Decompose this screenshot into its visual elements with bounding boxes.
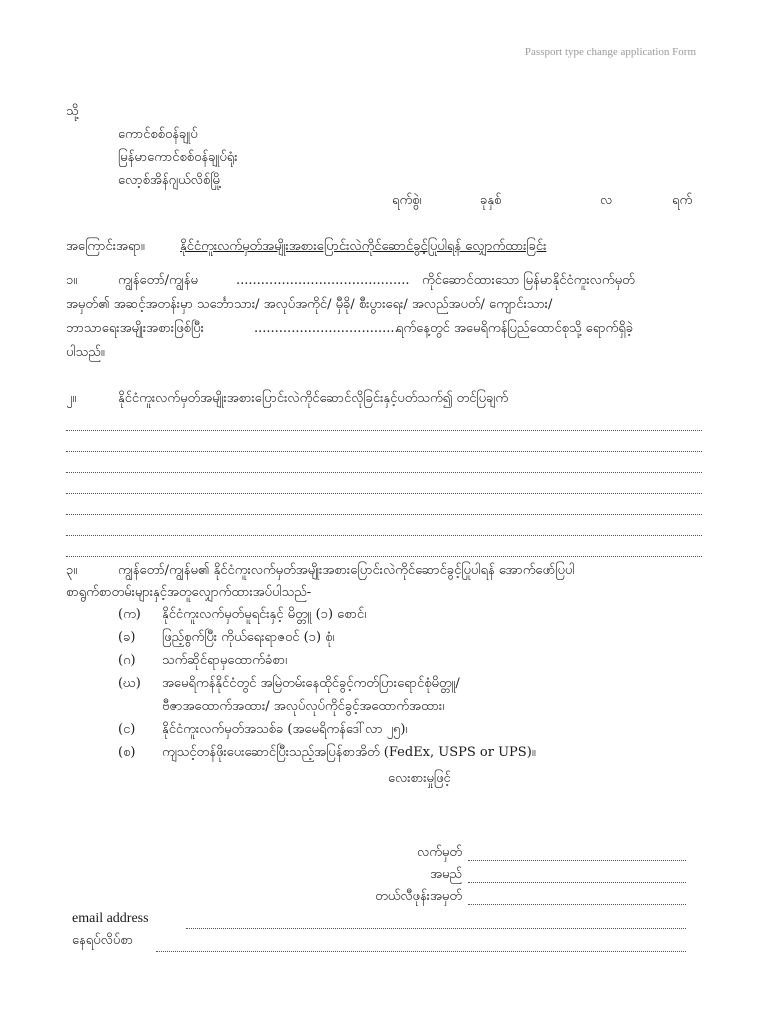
recipient-line-1: ကောင်စစ်ဝန်ချုပ် — [118, 127, 198, 142]
month-label: လ — [600, 193, 613, 208]
para2-text: နိုင်ငံကူးလက်မှတ်အမျိုးအစားပြောင်းလဲကိုင်ဆောင်လိုခြင်းနှင့်ပတ်သက်၍ တင်ပြချက် — [118, 391, 509, 406]
item-number: (ဂ) — [118, 653, 136, 668]
item-text: အမေရိကန်နိုင်ငံတွင် အမြဲတမ်းနေထိုင်ခွင့်ကတ်ပြားရောင်စုံမိတ္တူ/ — [162, 676, 460, 691]
write-line[interactable] — [66, 535, 702, 536]
para1-line3-end: ရက်နေ့တွင် အမေရိကန်ပြည်ထောင်စုသို့ ရောက်ရှိခဲ့ — [396, 321, 634, 336]
write-line[interactable] — [66, 493, 702, 494]
para2-number: ၂။ — [66, 391, 77, 406]
signature-line[interactable] — [468, 860, 686, 861]
item-text: နိုင်ငံကူးလက်မှတ်အသစ်ခ (အမေရိကန်ဒေါ်လာ ၂၅)၊ — [162, 722, 408, 737]
closing-text: လေးစားမှုဖြင့် — [388, 771, 451, 786]
subject-text: နိုင်ငံကူးလက်မှတ်အမျိုးအစားပြောင်းလဲကိုင်ဆောင်ခွင့်ပြုပါရန် လျှောက်ထားခြင်း — [180, 239, 547, 254]
email-label: email address — [72, 911, 149, 926]
item-text: နိုင်ငံကူးလက်မှတ်မူရင်းနှင့် မိတ္တူ (၁) စောင်၊ — [162, 607, 367, 622]
email-line[interactable] — [186, 928, 686, 929]
para1-line2: အမှတ်၏ အဆင့်အတန်းမှာ သင်္ဘောသား/ အလုပ်အကိုင်/ မှီခို/ စီးပွားရေး/ အလည်အပတ်/ ကျောင်းသား/ — [66, 297, 553, 312]
item-text: ဖြည့်စွက်ပြီး ကိုယ်ရေးရာဇဝင် (၁) စုံ၊ — [162, 630, 335, 645]
item-text: သက်ဆိုင်ရာမှထောက်ခံစာ၊ — [162, 653, 288, 668]
date-label: ရက်စွဲ၊ — [392, 193, 422, 208]
para1-number: ၁။ — [66, 273, 78, 288]
write-line[interactable] — [66, 472, 702, 473]
write-line[interactable] — [66, 556, 702, 557]
item-number: (င) — [118, 722, 136, 737]
para1-line1-end: ကိုင်ဆောင်ထားသော မြန်မာနိုင်ငံကူးလက်မှတ် — [422, 273, 635, 288]
item-text: ကျသင့်တန်ဖိုးပေးဆောင်ပြီးသည့်အပြန်စာအိတ် (FedEx, USPS or UPS)။ — [162, 745, 536, 760]
write-line[interactable] — [66, 451, 702, 452]
para3-line2: စာရွက်စာတမ်းများနှင့်အတူလျှောက်ထားအပ်ပါသည်- — [66, 585, 312, 600]
address-label: နေရပ်လိပ်စာ — [72, 933, 133, 948]
recipient-line-2: မြန်မာကောင်စစ်ဝန်ချုပ်ရုံး — [118, 150, 238, 165]
year-label: ခုနှစ် — [480, 193, 502, 208]
para3-number: ၃။ — [66, 563, 78, 578]
para1-date-blank: ................................... — [254, 321, 399, 336]
item-number: (စ) — [118, 745, 136, 760]
name-line[interactable] — [468, 882, 686, 883]
item-number: (ခ) — [118, 630, 136, 645]
para3-line1: ကျွန်တော်/ကျွန်မ၏ နိုင်ငံကူးလက်မှတ်အမျိုးအစားပြောင်းလဲကိုင်ဆောင်ခွင့်ပြုပါရန် အောက်ဖော်ပြပါ — [118, 563, 575, 578]
day-label: ရက် — [672, 193, 693, 208]
subject-label: အကြောင်းအရာ။ — [66, 239, 145, 254]
recipient-to: သို့ — [66, 104, 79, 119]
item-number: (ဃ) — [118, 676, 141, 691]
para1-line4: ပါသည်။ — [66, 345, 105, 360]
para1-passport-blank: .......................................... — [236, 273, 410, 288]
phone-label: တယ်လီဖုန်းအမှတ် — [375, 889, 462, 904]
address-line[interactable] — [156, 951, 686, 952]
para1-line3-start: ဘာသာရေးအမျိုးအစားဖြစ်ပြီး — [66, 321, 204, 336]
name-label: အမည် — [430, 867, 462, 882]
para1-line1-start: ကျွန်တော်/ကျွန်မ — [118, 273, 198, 288]
signature-label: လက်မှတ် — [417, 845, 462, 860]
write-line[interactable] — [66, 514, 702, 515]
item-text-continued: ဗီဇာအထောက်အထား/ အလုပ်လုပ်ကိုင်ခွင့်အထောက်အထား၊ — [162, 699, 445, 714]
write-line[interactable] — [66, 430, 702, 431]
phone-line[interactable] — [468, 904, 686, 905]
form-title: Passport type change application Form — [524, 46, 696, 58]
item-number: (က) — [118, 607, 141, 622]
recipient-line-3: လော့စ်အိန်ဂျယ်လိစ်မြို့ — [118, 173, 222, 188]
